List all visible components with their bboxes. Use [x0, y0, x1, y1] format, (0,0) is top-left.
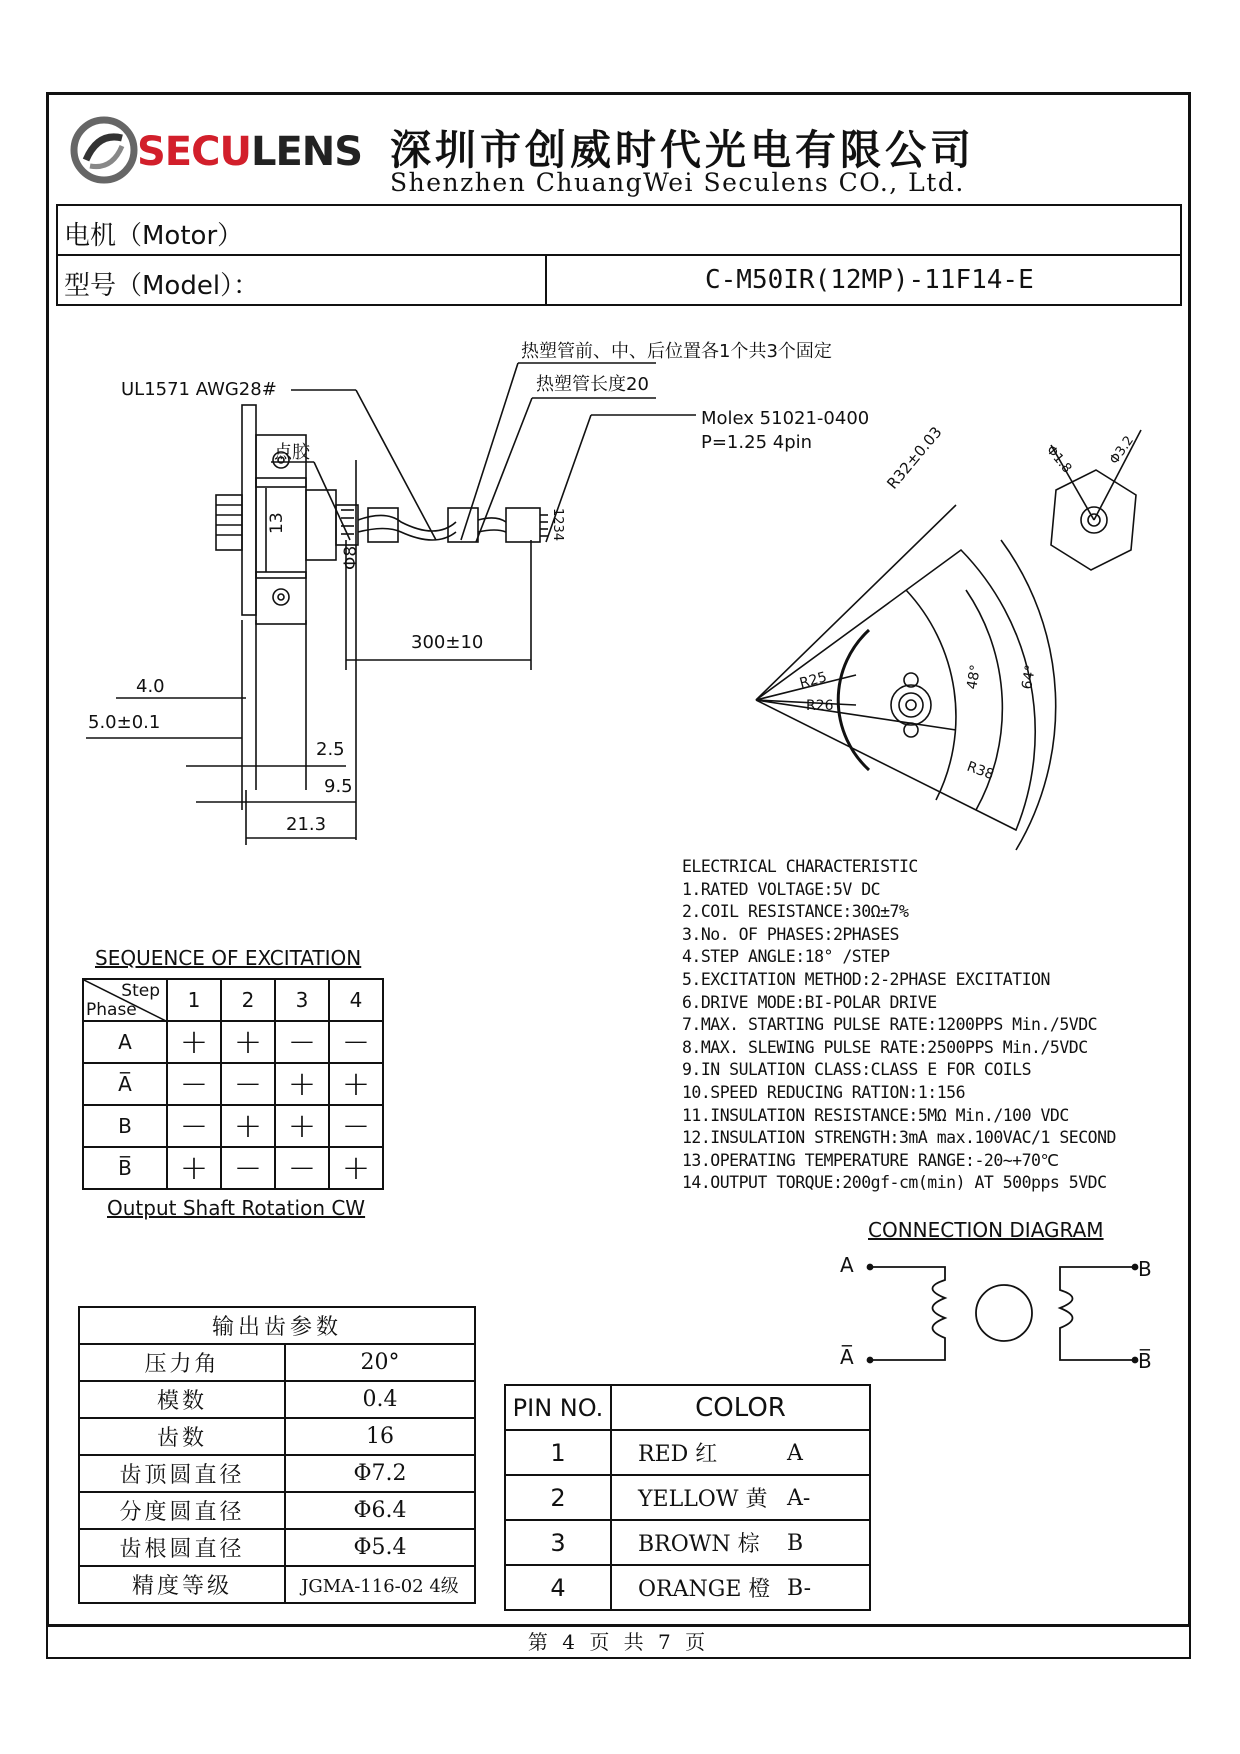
sequence-cell: + — [167, 1021, 221, 1063]
dim-5: 5.0±0.1 — [88, 712, 161, 733]
electrical-item: 3.No. OF PHASES:2PHASES — [682, 924, 899, 944]
corner-phase: Phase — [86, 1000, 137, 1020]
conn-a: A — [840, 1253, 854, 1277]
dim-4: 4.0 — [136, 676, 165, 697]
sequence-cell: + — [221, 1021, 275, 1063]
pin-color-cell — [611, 1565, 870, 1610]
conn-b-bar: B̅ — [1138, 1349, 1152, 1370]
sequence-cell: − — [167, 1063, 221, 1105]
corner-step: Step — [121, 981, 160, 1001]
sequence-cell: − — [221, 1147, 275, 1189]
gear-key: 精度等级 — [79, 1566, 285, 1603]
arc-r32: R32±0.03 — [883, 423, 946, 493]
electrical-item: 10.SPEED REDUCING RATION:1:156 — [682, 1082, 966, 1102]
motor-drawing — [56, 310, 1186, 870]
gear-key: 分度圆直径 — [79, 1492, 285, 1529]
arc-r38: R38 — [964, 758, 996, 784]
dim-2-5: 2.5 — [316, 739, 345, 760]
electrical-item: 13.OPERATING TEMPERATURE RANGE:-20~+70℃ — [682, 1150, 1059, 1170]
product-type: 电机（Motor） — [64, 221, 244, 251]
sequence-cell: + — [329, 1147, 383, 1189]
gear-parameter-table — [78, 1306, 476, 1604]
sequence-cell: + — [275, 1105, 329, 1147]
pin-color: RED 红 — [638, 1442, 718, 1467]
pin-order-label: 1234 — [550, 508, 565, 542]
sequence-cell: − — [167, 1105, 221, 1147]
hole-1-8: Φ1.8 — [1042, 442, 1075, 477]
pin-signal: A — [787, 1441, 803, 1466]
gear-value: 0.4 — [285, 1381, 475, 1418]
heatshrink-note-2: 热塑管长度20 — [536, 374, 649, 395]
pin-signal: B — [787, 1531, 804, 1556]
pin-color-cell — [611, 1430, 870, 1475]
sequence-cell: + — [221, 1105, 275, 1147]
sequence-table — [82, 978, 384, 1190]
connection-title: CONNECTION DIAGRAM — [868, 1218, 1104, 1242]
gear-value: 16 — [285, 1418, 475, 1455]
gear-value: Φ7.2 — [285, 1455, 475, 1492]
conn-a-bar: A̅ — [840, 1345, 854, 1369]
gear-title: 输出齿参数 — [79, 1307, 475, 1344]
step-header: 3 — [275, 979, 329, 1021]
dim-9-5: 9.5 — [324, 776, 353, 797]
model-label: 型号（Model）： — [64, 271, 260, 301]
conn-b: B — [1138, 1257, 1152, 1281]
electrical-item: 1.RATED VOLTAGE:5V DC — [682, 879, 881, 899]
gear-value: Φ6.4 — [285, 1492, 475, 1529]
electrical-characteristic — [682, 856, 1116, 1195]
pin-signal: A- — [787, 1486, 811, 1511]
dim-phi8: Φ8 — [341, 545, 361, 570]
pin-number: 2 — [505, 1475, 611, 1520]
arc-r26: R26 — [806, 698, 834, 714]
electrical-item: 5.EXCITATION METHOD:2-2PHASE EXCITATION — [682, 969, 1050, 989]
electrical-item: 11.INSULATION RESISTANCE:5MΩ Min./100 VDC — [682, 1105, 1069, 1125]
model-divider — [545, 256, 547, 304]
electrical-title: ELECTRICAL CHARACTERISTIC — [682, 857, 918, 876]
sequence-cell: − — [329, 1021, 383, 1063]
pin-signal: B- — [787, 1576, 812, 1601]
step-header: 4 — [329, 979, 383, 1021]
pin-number: 4 — [505, 1565, 611, 1610]
electrical-item: 6.DRIVE MODE:BI-POLAR DRIVE — [682, 992, 937, 1012]
sequence-cell: − — [275, 1147, 329, 1189]
company-name-cn: 深圳市创威时代光电有限公司 — [390, 126, 975, 174]
color-header: COLOR — [611, 1385, 870, 1430]
company-logo-text: SECULENS — [137, 129, 363, 175]
pin-number: 3 — [505, 1520, 611, 1565]
heatshrink-note-1: 热塑管前、中、后位置各1个共3个固定 — [521, 341, 832, 362]
connector-label-1: Molex 51021-0400 — [701, 408, 870, 429]
electrical-item: 2.COIL RESISTANCE:30Ω±7% — [682, 902, 909, 922]
gear-key: 模数 — [79, 1381, 285, 1418]
pin-color: YELLOW 黄 — [638, 1487, 768, 1512]
sequence-corner — [83, 979, 167, 1021]
gear-value: Φ5.4 — [285, 1529, 475, 1566]
sequence-cell: + — [275, 1063, 329, 1105]
electrical-item: 4.STEP ANGLE:18° /STEP — [682, 947, 890, 967]
company-name-en: Shenzhen ChuangWei Seculens CO., Ltd. — [390, 168, 965, 197]
glue-label: 点胶 — [274, 442, 310, 463]
gear-key: 齿根圆直径 — [79, 1529, 285, 1566]
gear-key: 齿数 — [79, 1418, 285, 1455]
pin-header: PIN NO. — [505, 1385, 611, 1430]
step-header: 2 — [221, 979, 275, 1021]
electrical-item: 12.INSULATION STRENGTH:3mA max.100VAC/1 SECOND — [682, 1128, 1116, 1148]
dim-length: 300±10 — [411, 632, 484, 653]
connection-diagram — [830, 1250, 1170, 1370]
arc-64: 64° — [1019, 663, 1040, 691]
pin-color: ORANGE 橙 — [638, 1577, 771, 1602]
arc-48: 48° — [964, 663, 985, 691]
hole-3-2: Φ3.2 — [1106, 433, 1138, 468]
pin-color-cell — [611, 1475, 870, 1520]
gear-key: 齿顶圆直径 — [79, 1455, 285, 1492]
sequence-cell: − — [329, 1105, 383, 1147]
sequence-title: SEQUENCE OF EXCITATION — [95, 946, 362, 970]
seculens-logo-icon — [68, 112, 140, 188]
electrical-item: 9.IN SULATION CLASS:CLASS E FOR COILS — [682, 1060, 1032, 1080]
dim-13: 13 — [267, 512, 287, 534]
sequence-cell: + — [167, 1147, 221, 1189]
step-header: 1 — [167, 979, 221, 1021]
page-footer: 第 4 页 共 7 页 — [46, 1627, 1191, 1659]
wire-label: UL1571 AWG28# — [121, 379, 277, 400]
connector-label-2: P=1.25 4pin — [701, 432, 813, 453]
pin-color-cell — [611, 1520, 870, 1565]
pin-color-table — [504, 1384, 871, 1611]
electrical-item: 14.OUTPUT TORQUE:200gf-cm(min) AT 500pps 5VDC — [682, 1173, 1107, 1193]
electrical-item: 7.MAX. STARTING PULSE RATE:1200PPS Min./5VDC — [682, 1015, 1098, 1035]
output-rotation: Output Shaft Rotation CW — [107, 1196, 366, 1220]
gear-value: JGMA-116-02 4级 — [285, 1566, 475, 1603]
gear-value: 20° — [285, 1344, 475, 1381]
phase-label: B̅ — [83, 1147, 167, 1189]
gear-key: 压力角 — [79, 1344, 285, 1381]
pin-number: 1 — [505, 1430, 611, 1475]
sequence-cell: − — [275, 1021, 329, 1063]
pin-color: BROWN 棕 — [638, 1532, 760, 1557]
phase-label: A̅ — [83, 1063, 167, 1105]
dim-21-3: 21.3 — [286, 814, 327, 835]
phase-label: B — [83, 1105, 167, 1147]
sequence-cell: − — [221, 1063, 275, 1105]
sequence-cell: + — [329, 1063, 383, 1105]
electrical-item: 8.MAX. SLEWING PULSE RATE:2500PPS Min./5VDC — [682, 1037, 1088, 1057]
phase-label: A — [83, 1021, 167, 1063]
arc-r25: R25 — [797, 669, 829, 692]
model-value: C-M50IR(12MP)-11F14-E — [705, 265, 1034, 295]
